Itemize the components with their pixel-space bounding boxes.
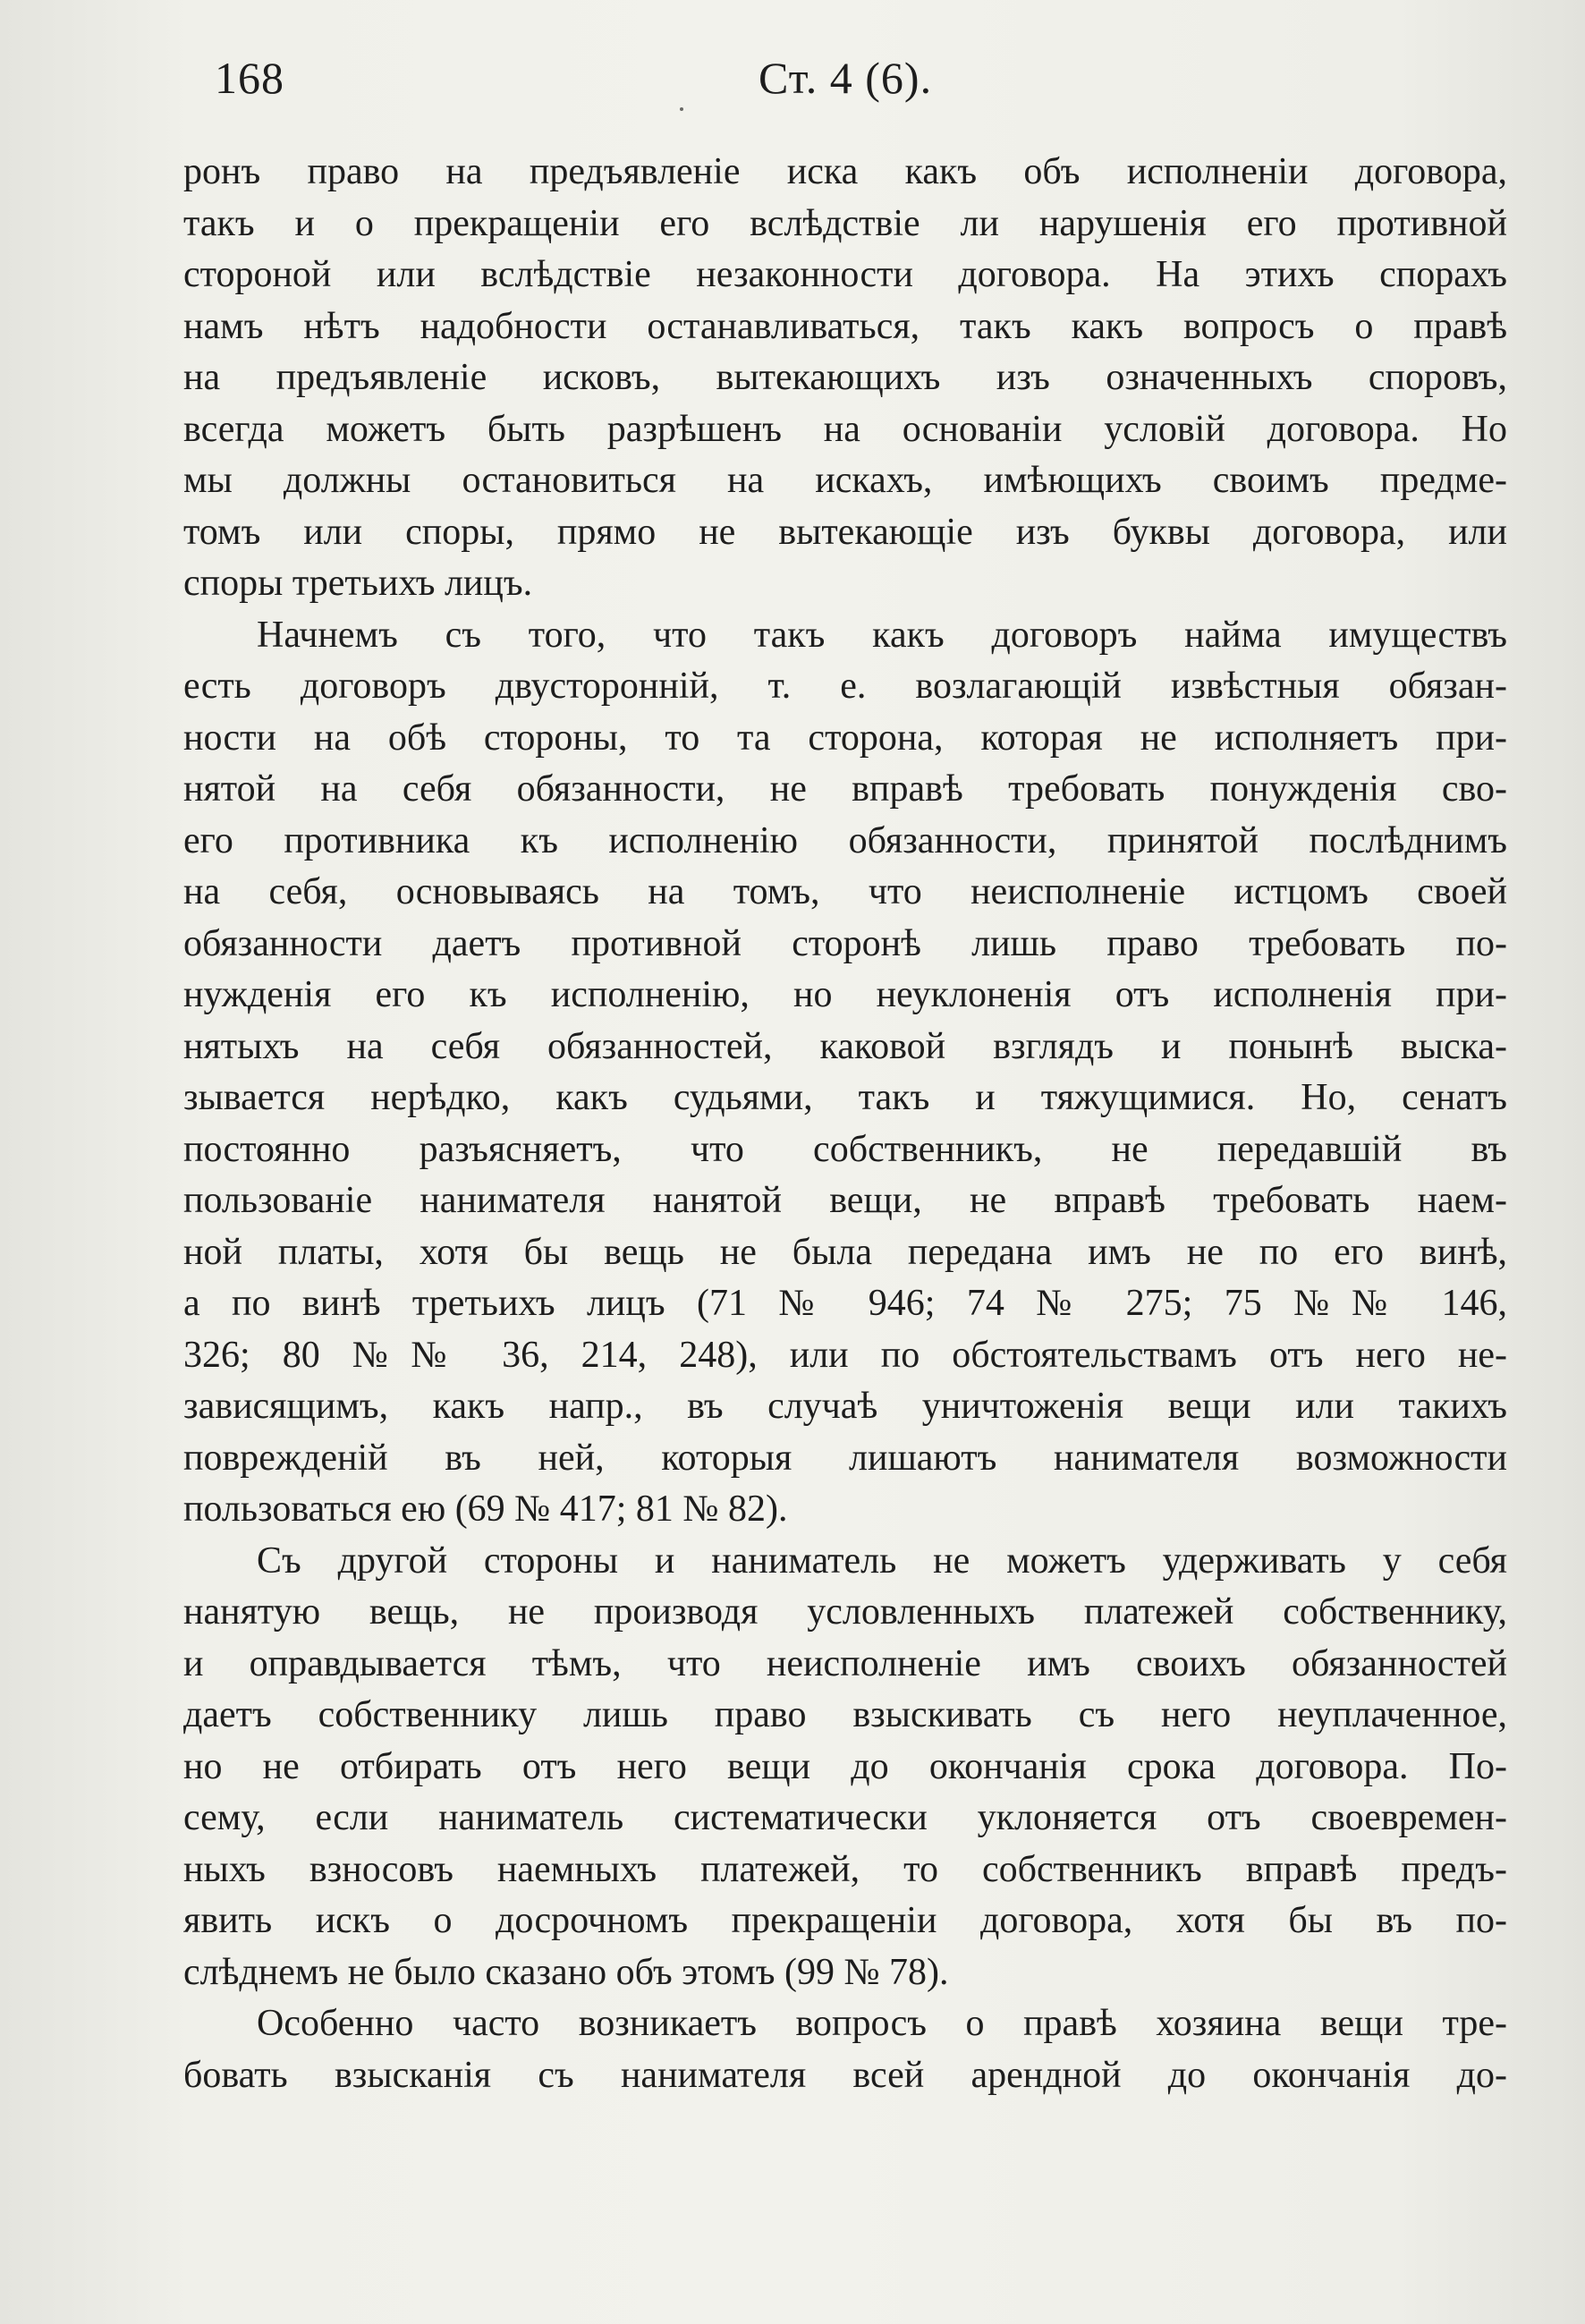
text-line: поврежденій въ ней, которыя лишаютъ нанимателя возможности [183, 1437, 1507, 1479]
text-line: ности на обѣ стороны, то та сторона, которая не исполняетъ при- [183, 717, 1507, 759]
text-line: явить искъ о досрочномъ прекращеніи договора, хотя бы въ по- [183, 1900, 1507, 1941]
text-line: такъ и о прекращеніи его вслѣдствіе ли нарушенія его противной [183, 202, 1507, 244]
running-head: Ст. 4 (6). [759, 53, 933, 103]
text-line: всегда можетъ быть разрѣшенъ на основаніи условій договора. Но [183, 408, 1507, 450]
text-line: намъ нѣтъ надобности останавливаться, такъ какъ вопросъ о правѣ [183, 305, 1507, 347]
text-line: обязанности даетъ противной сторонѣ лишь право требовать по- [183, 922, 1507, 964]
text-line: ныхъ взносовъ наемныхъ платежей, то собственникъ вправѣ предъ- [183, 1848, 1507, 1890]
text-line: слѣднемъ не было сказано объ этомъ (99 № 78). [183, 1951, 949, 1993]
text-line: нанятую вещь, не производя условленныхъ платежей собственнику, [183, 1591, 1507, 1633]
text-line: ронъ право на предъявленіе иска какъ объ исполненіи договора, [183, 151, 1507, 192]
text-line: зывается нерѣдко, какъ судьями, такъ и тяжущимися. Но, сенатъ [183, 1077, 1507, 1118]
ink-speck [680, 107, 683, 111]
text-line: пользованіе нанимателя нанятой вещи, не вправѣ требовать наем- [183, 1180, 1507, 1221]
text-line: но не отбирать отъ него вещи до окончанія срока договора. По- [183, 1745, 1507, 1787]
text-line: постоянно разъясняетъ, что собственникъ, не передавшій въ [183, 1128, 1507, 1170]
text-line: даетъ собственнику лишь право взыскивать съ него неуплаченное, [183, 1694, 1507, 1735]
text-line: ной платы, хотя бы вещь не была передана имъ не по его винѣ, [183, 1231, 1507, 1273]
text-line: сему, если наниматель систематически уклоняется отъ своевремен- [183, 1797, 1507, 1838]
text-line: нужденія его къ исполненію, но неуклоненія отъ исполненія при- [183, 974, 1507, 1015]
text-line: на предъявленіе исковъ, вытекающихъ изъ означенныхъ споровъ, [183, 357, 1507, 398]
text-line: нятыхъ на себя обязанностей, каковой взглядъ и понынѣ выска- [183, 1025, 1507, 1067]
text-line: томъ или споры, прямо не вытекающіе изъ буквы договора, или [183, 511, 1507, 553]
paragraph-first-line: Особенно часто возникаетъ вопросъ о правѣ хозяина вещи тре- [257, 2003, 1507, 2044]
text-line: стороной или вслѣдствіе незаконности договора. На этихъ спорахъ [183, 254, 1507, 295]
paragraph-first-line: Съ другой стороны и наниматель не можетъ удерживать у себя [257, 1539, 1507, 1582]
text-line: его противника къ исполненію обязанности, принятой послѣднимъ [183, 819, 1507, 861]
text-line: споры третьихъ лицъ. [183, 563, 533, 604]
text-line: и оправдывается тѣмъ, что неисполненіе имъ своихъ обязанностей [183, 1642, 1507, 1684]
text-line: бовать взысканія съ нанимателя всей арендной до окончанія до- [183, 2054, 1507, 2096]
body-text [183, 147, 1507, 2101]
text-line: зависящимъ, какъ напр., въ случаѣ уничтоженія вещи или такихъ [183, 1386, 1507, 1427]
text-line: есть договоръ двусторонній, т. е. возлагающій извѣстныя обязан- [183, 666, 1507, 707]
text-line: нятой на себя обязанности, не вправѣ требовать понужденія сво- [183, 768, 1507, 810]
text-line: пользоваться ею (69 № 417; 81 № 82). [183, 1489, 788, 1530]
text-line: мы должны остановиться на искахъ, имѣющихъ своимъ предме- [183, 460, 1507, 501]
text-line: а по винѣ третьихъ лицъ (71 № 946; 74 № 275; 75 №№ 146, [183, 1283, 1507, 1324]
text-line: на себя, основываясь на томъ, что неисполненіе истцомъ своей [183, 871, 1507, 912]
page-header [0, 47, 1585, 109]
page-number: 168 [215, 53, 284, 103]
text-line: 326; 80 №№ 36, 214, 248), или по обстоятельствамъ отъ него не- [183, 1334, 1507, 1376]
paragraph-first-line: Начнемъ съ того, что такъ какъ договоръ найма имуществъ [257, 614, 1507, 656]
